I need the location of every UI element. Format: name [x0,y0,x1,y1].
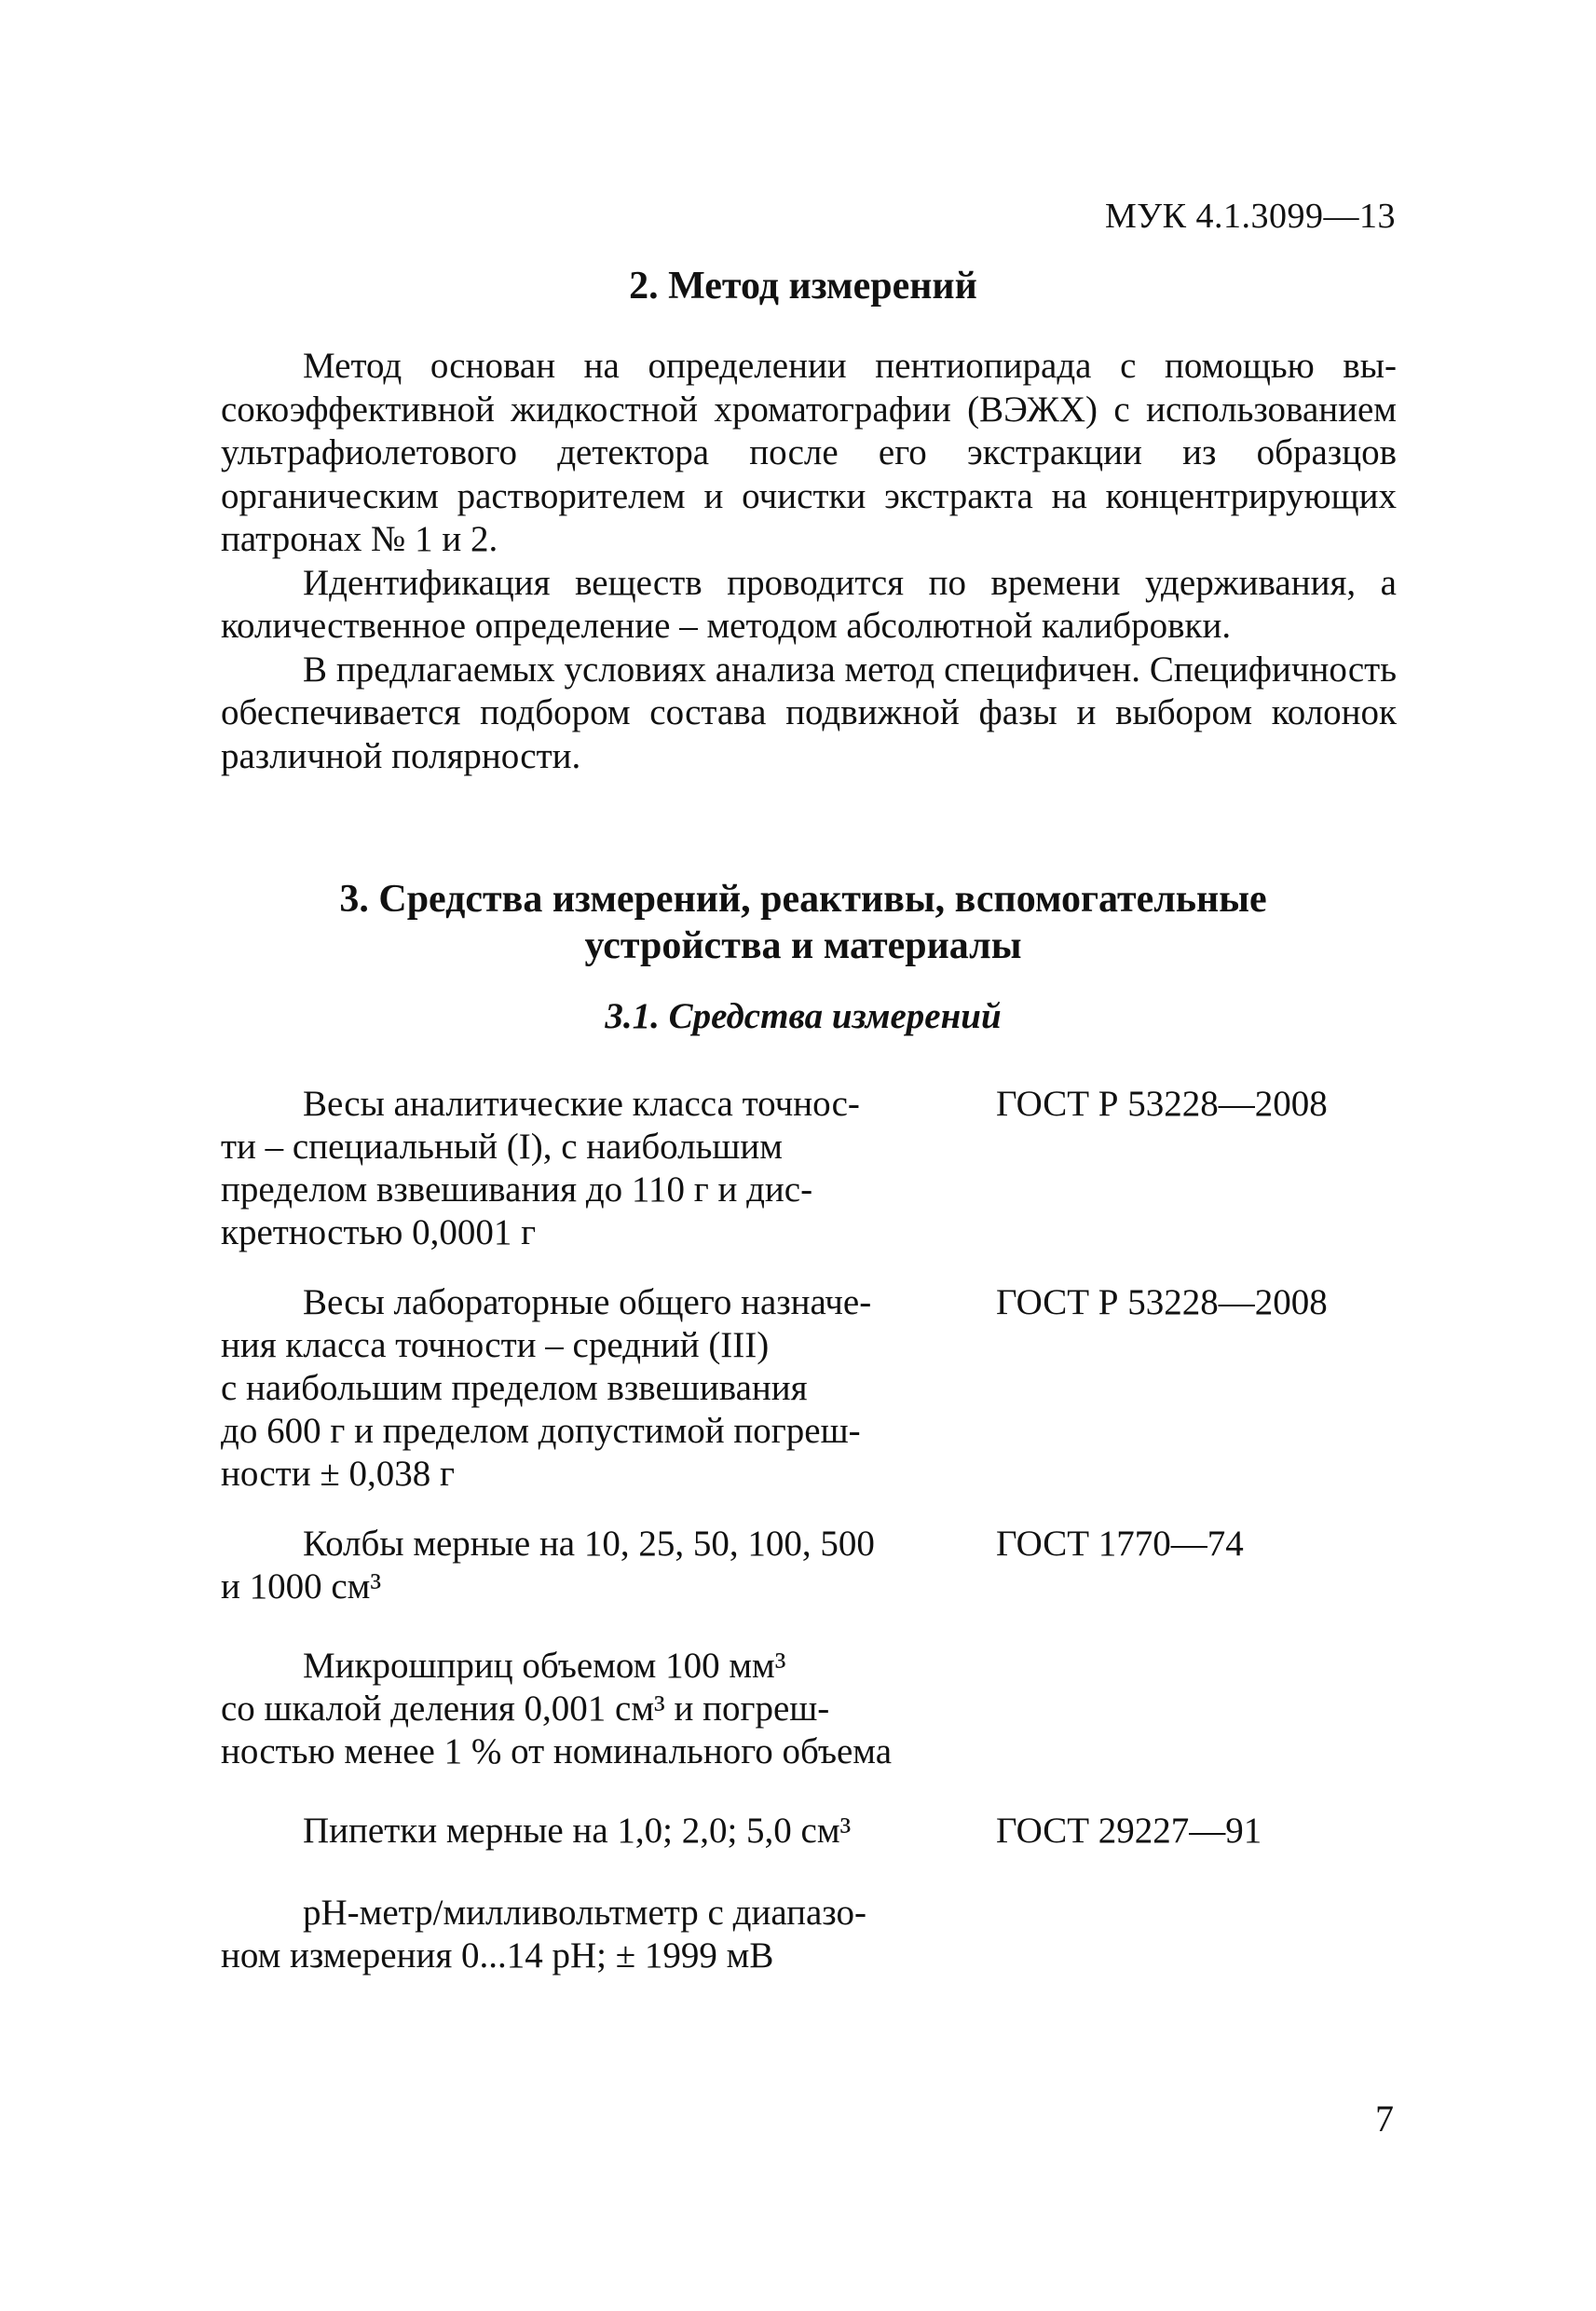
section-3-title-line-1: 3. Средства измерений, реактивы, вспомогательные [339,878,1267,921]
equipment-description: рН-метр/милливольтметр с диапазо- ном измерения 0...14 рН; ± 1999 мВ [221,1893,866,1976]
equipment-description: Колбы мерные на 10, 25, 50, 100, 500 и 1000 см³ [221,1524,875,1607]
section-3-title-line-2: устройства и материалы [584,924,1022,967]
equipment-standard: ГОСТ 1770—74 [996,1524,1244,1564]
section-2-body [221,345,1397,778]
page-number: 7 [1375,2098,1394,2140]
equipment-standard: ГОСТ 29227—91 [996,1811,1262,1851]
equipment-standard: ГОСТ Р 53228—2008 [996,1282,1328,1322]
document-code: МУК 4.1.3099—13 [1104,197,1396,236]
equipment-description: Микрошприц объемом 100 мм³ со шкалой деления 0,001 см³ и погреш- ностью менее 1 % от номинального объема [221,1646,893,1771]
paragraph-identification: Идентификация веществ проводится по времени удерживания, а количественное определение – методом абсолютной калибровки. [221,562,1397,646]
section-3-title [221,876,1385,969]
equipment-description: Весы лабораторные общего назначе- ния класса точности – средний (III) с наибольшим пределом взвешивания до 600 г и пределом допустимой погреш- ности ± 0,038 г [221,1282,872,1494]
paragraph-specificity: В предлагаемых условиях анализа метод специфичен. Специфичность обеспечивается подбором состава подвижной фазы и выбором колонок различной полярности. [221,649,1397,776]
equipment-description: Весы аналитические класса точнос- ти – специальный (I), с наибольшим пределом взвешивания до 110 г и дис- кретностью 0,0001 г [221,1084,860,1252]
equipment-standard: ГОСТ Р 53228—2008 [996,1084,1328,1124]
section-2-title: 2. Метод измерений [629,265,977,308]
subsection-3-1-title: 3.1. Средства измерений [605,996,1002,1036]
paragraph-method: Метод основан на определении пентиопирада с помощью высокоэффективной жидкостной хроматографии (ВЭЖХ) с использованием ультрафиолетового детектора после его экстракции из образцов органическим растворителем и очистки экстракта на концентрирующих патронах № 1 и 2. [221,346,1397,559]
equipment-description: Пипетки мерные на 1,0; 2,0; 5,0 см³ [303,1811,852,1851]
